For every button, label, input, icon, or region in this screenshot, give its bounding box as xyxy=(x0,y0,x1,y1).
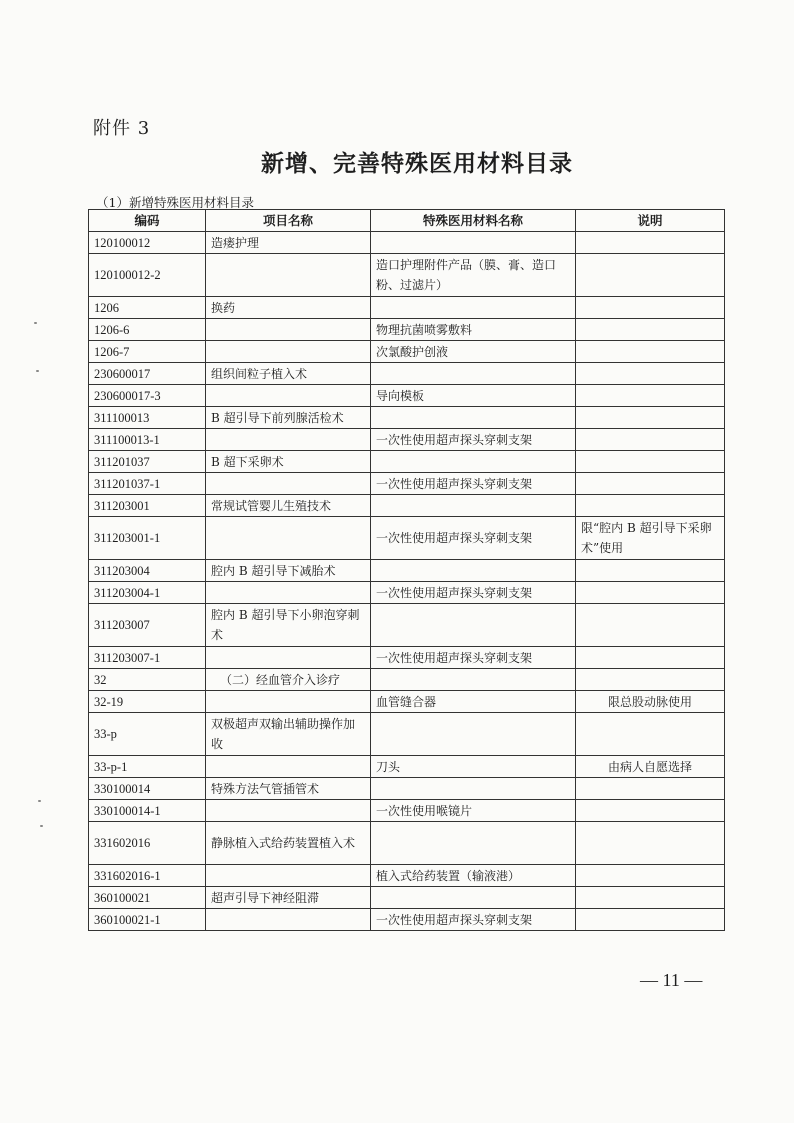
note-cell xyxy=(576,363,725,385)
annex-label: 附件 3 xyxy=(93,118,151,139)
material-cell: 导向模板 xyxy=(371,385,576,407)
code-cell: 311203007-1 xyxy=(89,647,206,669)
code-cell: 311100013 xyxy=(89,407,206,429)
material-cell: 血管缝合器 xyxy=(371,691,576,713)
code-cell: 311100013-1 xyxy=(89,429,206,451)
material-cell: 物理抗菌喷雾敷料 xyxy=(371,319,576,341)
note-cell xyxy=(576,713,725,756)
code-cell: 360100021-1 xyxy=(89,909,206,931)
note-cell xyxy=(576,473,725,495)
code-cell: 1206-7 xyxy=(89,341,206,363)
table-row xyxy=(89,778,725,800)
table-row xyxy=(89,560,725,582)
material-cell xyxy=(371,822,576,865)
material-cell xyxy=(371,297,576,319)
table-row xyxy=(89,297,725,319)
code-cell: 311201037 xyxy=(89,451,206,473)
table-row xyxy=(89,691,725,713)
table-row xyxy=(89,473,725,495)
item-cell xyxy=(206,800,371,822)
code-cell: 120100012-2 xyxy=(89,254,206,297)
code-cell: 120100012 xyxy=(89,232,206,254)
item-cell: 双极超声双输出辅助操作加收 xyxy=(206,713,371,756)
column-header-code: 编码 xyxy=(89,210,206,232)
note-cell: 限总股动脉使用 xyxy=(576,691,725,713)
item-cell: 超声引导下神经阻滞 xyxy=(206,887,371,909)
item-cell xyxy=(206,865,371,887)
section-subtitle: （1）新增特殊医用材料目录 xyxy=(96,195,254,210)
code-cell: 33-p-1 xyxy=(89,756,206,778)
item-cell xyxy=(206,517,371,560)
table-row xyxy=(89,385,725,407)
material-cell: 次氯酸护创液 xyxy=(371,341,576,363)
material-cell xyxy=(371,495,576,517)
code-cell: 331602016-1 xyxy=(89,865,206,887)
scan-speck xyxy=(38,800,41,802)
item-cell xyxy=(206,341,371,363)
table-row xyxy=(89,341,725,363)
item-cell: B 超下采卵术 xyxy=(206,451,371,473)
note-cell xyxy=(576,909,725,931)
column-header-material: 特殊医用材料名称 xyxy=(371,210,576,232)
note-cell xyxy=(576,495,725,517)
material-cell xyxy=(371,232,576,254)
table-row xyxy=(89,451,725,473)
code-cell: 1206 xyxy=(89,297,206,319)
note-cell xyxy=(576,647,725,669)
item-cell xyxy=(206,319,371,341)
item-cell: 造瘘护理 xyxy=(206,232,371,254)
table-row xyxy=(89,909,725,931)
code-cell: 230600017-3 xyxy=(89,385,206,407)
material-cell xyxy=(371,604,576,647)
table-row xyxy=(89,232,725,254)
code-cell: 311203004 xyxy=(89,560,206,582)
item-cell xyxy=(206,385,371,407)
code-cell: 311203001-1 xyxy=(89,517,206,560)
material-cell xyxy=(371,669,576,691)
item-cell: 组织间粒子植入术 xyxy=(206,363,371,385)
code-cell: 311203001 xyxy=(89,495,206,517)
table-row xyxy=(89,713,725,756)
material-cell: 刀头 xyxy=(371,756,576,778)
item-cell: 静脉植入式给药装置植入术 xyxy=(206,822,371,865)
material-cell xyxy=(371,363,576,385)
table-row xyxy=(89,822,725,865)
material-cell xyxy=(371,407,576,429)
material-cell: 一次性使用喉镜片 xyxy=(371,800,576,822)
item-cell xyxy=(206,473,371,495)
materials-table xyxy=(88,209,725,931)
note-cell xyxy=(576,254,725,297)
table-row xyxy=(89,495,725,517)
scan-speck xyxy=(36,370,39,372)
column-header-item: 项目名称 xyxy=(206,210,371,232)
material-cell: 植入式给药装置（输液港） xyxy=(371,865,576,887)
code-cell: 311203007 xyxy=(89,604,206,647)
table-row xyxy=(89,254,725,297)
code-cell: 33-p xyxy=(89,713,206,756)
item-cell: B 超引导下前列腺活检术 xyxy=(206,407,371,429)
material-cell xyxy=(371,778,576,800)
material-cell: 一次性使用超声探头穿刺支架 xyxy=(371,647,576,669)
scan-speck xyxy=(34,322,37,324)
note-cell xyxy=(576,582,725,604)
note-cell xyxy=(576,429,725,451)
item-cell: 常规试管婴儿生殖技术 xyxy=(206,495,371,517)
item-cell xyxy=(206,909,371,931)
table-row xyxy=(89,582,725,604)
table-row xyxy=(89,887,725,909)
table-row xyxy=(89,407,725,429)
table-row xyxy=(89,865,725,887)
table-row xyxy=(89,756,725,778)
note-cell xyxy=(576,887,725,909)
item-cell: 换药 xyxy=(206,297,371,319)
material-cell xyxy=(371,451,576,473)
code-cell: 311201037-1 xyxy=(89,473,206,495)
table-row xyxy=(89,517,725,560)
note-cell xyxy=(576,232,725,254)
item-cell: 特殊方法气管插管术 xyxy=(206,778,371,800)
note-cell xyxy=(576,604,725,647)
table-row xyxy=(89,604,725,647)
table-body xyxy=(89,232,725,931)
table-row xyxy=(89,669,725,691)
code-cell: 32 xyxy=(89,669,206,691)
code-cell: 230600017 xyxy=(89,363,206,385)
note-cell xyxy=(576,669,725,691)
item-cell xyxy=(206,254,371,297)
item-cell xyxy=(206,582,371,604)
item-cell xyxy=(206,647,371,669)
code-cell: 32-19 xyxy=(89,691,206,713)
material-cell: 造口护理附件产品（膜、膏、造口粉、过滤片） xyxy=(371,254,576,297)
page-title: 新增、完善特殊医用材料目录 xyxy=(261,150,573,177)
item-cell xyxy=(206,691,371,713)
page-number: — 11 — xyxy=(640,970,703,990)
code-cell: 360100021 xyxy=(89,887,206,909)
item-cell: 腔内 B 超引导下小卵泡穿刺术 xyxy=(206,604,371,647)
code-cell: 311203004-1 xyxy=(89,582,206,604)
code-cell: 331602016 xyxy=(89,822,206,865)
note-cell xyxy=(576,865,725,887)
note-cell xyxy=(576,451,725,473)
table-row xyxy=(89,363,725,385)
material-cell xyxy=(371,560,576,582)
material-cell xyxy=(371,713,576,756)
code-cell: 330100014 xyxy=(89,778,206,800)
note-cell xyxy=(576,341,725,363)
material-cell: 一次性使用超声探头穿刺支架 xyxy=(371,909,576,931)
note-cell: 由病人自愿选择 xyxy=(576,756,725,778)
material-cell: 一次性使用超声探头穿刺支架 xyxy=(371,429,576,451)
material-cell xyxy=(371,887,576,909)
material-cell: 一次性使用超声探头穿刺支架 xyxy=(371,473,576,495)
column-header-note: 说明 xyxy=(576,210,725,232)
item-cell: （二）经血管介入诊疗 xyxy=(206,669,371,691)
item-cell xyxy=(206,429,371,451)
code-cell: 330100014-1 xyxy=(89,800,206,822)
scan-speck xyxy=(40,825,43,827)
table-header-row xyxy=(89,210,725,232)
note-cell xyxy=(576,822,725,865)
item-cell xyxy=(206,756,371,778)
item-cell: 腔内 B 超引导下减胎术 xyxy=(206,560,371,582)
material-cell: 一次性使用超声探头穿刺支架 xyxy=(371,517,576,560)
note-cell xyxy=(576,407,725,429)
code-cell: 1206-6 xyxy=(89,319,206,341)
note-cell xyxy=(576,297,725,319)
note-cell xyxy=(576,385,725,407)
note-cell xyxy=(576,778,725,800)
table-row xyxy=(89,800,725,822)
table-row xyxy=(89,319,725,341)
table-row xyxy=(89,429,725,451)
note-cell: 限“腔内 B 超引导下采卵术”使用 xyxy=(576,517,725,560)
material-cell: 一次性使用超声探头穿刺支架 xyxy=(371,582,576,604)
note-cell xyxy=(576,560,725,582)
note-cell xyxy=(576,800,725,822)
note-cell xyxy=(576,319,725,341)
table-row xyxy=(89,647,725,669)
